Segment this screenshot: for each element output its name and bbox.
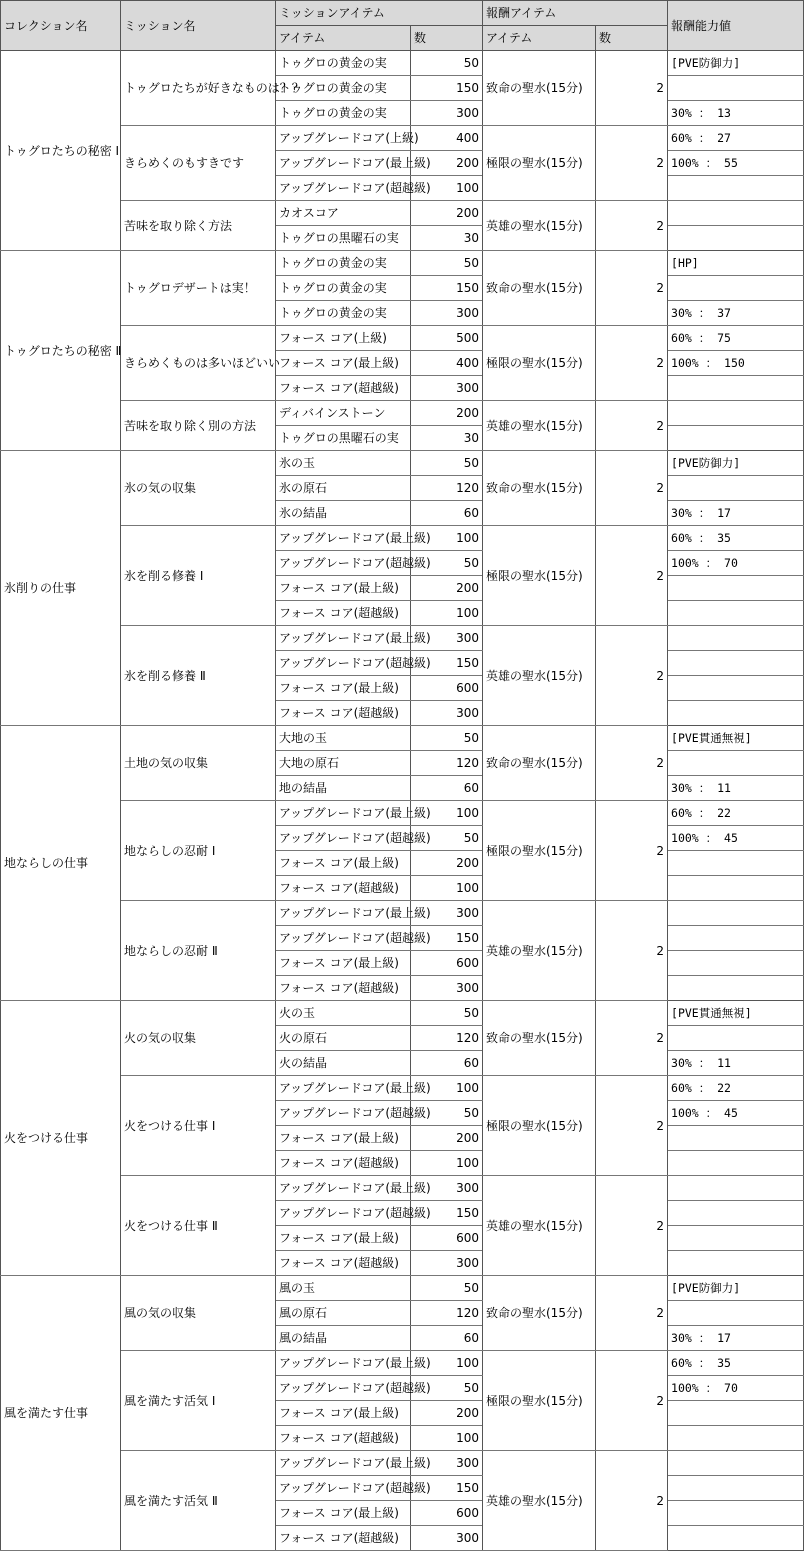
table-row — [1, 1351, 804, 1376]
table-row — [1, 1451, 804, 1476]
header-mission-items: ミッションアイテム — [276, 1, 483, 26]
header-mission-name: ミッション名 — [121, 1, 276, 51]
reward-ability-line — [668, 851, 804, 876]
mission-item-name: アップグレードコア(超越級) — [276, 1201, 411, 1226]
reward-item-name: 致命の聖水(15分) — [483, 1276, 596, 1351]
reward-item-name: 英雄の聖水(15分) — [483, 901, 596, 1001]
mission-name: 氷を削る修養 Ⅰ — [121, 526, 276, 626]
reward-item-name: 致命の聖水(15分) — [483, 1001, 596, 1076]
reward-item-qty: 2 — [596, 1076, 668, 1176]
mission-item-qty: 50 — [411, 551, 483, 576]
mission-item-qty: 600 — [411, 951, 483, 976]
mission-item-qty: 50 — [411, 1001, 483, 1026]
table-row — [1, 126, 804, 151]
mission-item-name: アップグレードコア(超越級) — [276, 176, 411, 201]
mission-item-qty: 60 — [411, 1326, 483, 1351]
mission-item-qty: 300 — [411, 1251, 483, 1276]
collection-name: 地ならしの仕事 — [1, 726, 121, 1001]
mission-item-qty: 200 — [411, 151, 483, 176]
mission-item-name: 大地の玉 — [276, 726, 411, 751]
mission-item-qty: 100 — [411, 1151, 483, 1176]
mission-item-qty: 200 — [411, 201, 483, 226]
reward-ability-line — [668, 276, 804, 301]
mission-item-qty: 300 — [411, 701, 483, 726]
mission-item-name: アップグレードコア(超越級) — [276, 1101, 411, 1126]
reward-ability-line: 30% ： 11 — [668, 1051, 804, 1076]
reward-item-qty: 2 — [596, 801, 668, 901]
mission-name: 氷を削る修養 Ⅱ — [121, 626, 276, 726]
reward-ability-line: [PVE貫通無視] — [668, 726, 804, 751]
reward-ability-line — [668, 976, 804, 1001]
reward-item-name: 極限の聖水(15分) — [483, 526, 596, 626]
mission-name: 風の気の収集 — [121, 1276, 276, 1351]
table-row — [1, 451, 804, 476]
mission-item-name: 氷の原石 — [276, 476, 411, 501]
mission-item-name: 風の原石 — [276, 1301, 411, 1326]
mission-item-qty: 150 — [411, 276, 483, 301]
mission-item-qty: 150 — [411, 1201, 483, 1226]
mission-item-qty: 300 — [411, 376, 483, 401]
reward-ability-line — [668, 1126, 804, 1151]
reward-item-name: 極限の聖水(15分) — [483, 801, 596, 901]
reward-item-name: 英雄の聖水(15分) — [483, 626, 596, 726]
reward-item-qty: 2 — [596, 1451, 668, 1551]
reward-ability-line — [668, 176, 804, 201]
mission-item-name: アップグレードコア(最上級) — [276, 626, 411, 651]
reward-ability-line — [668, 1201, 804, 1226]
reward-ability-line: [PVE防御力] — [668, 451, 804, 476]
reward-item-name: 致命の聖水(15分) — [483, 251, 596, 326]
mission-name: 風を満たす活気 Ⅰ — [121, 1351, 276, 1451]
reward-ability-line — [668, 226, 804, 251]
mission-name: トゥグロデザートは実！ — [121, 251, 276, 326]
mission-item-qty: 500 — [411, 326, 483, 351]
mission-item-name: フォース コア(超越級) — [276, 1251, 411, 1276]
reward-item-name: 英雄の聖水(15分) — [483, 1176, 596, 1276]
mission-item-qty: 400 — [411, 126, 483, 151]
mission-name: 土地の気の収集 — [121, 726, 276, 801]
reward-item-name: 英雄の聖水(15分) — [483, 1451, 596, 1551]
mission-item-qty: 300 — [411, 1526, 483, 1551]
reward-ability-line: 60% ： 22 — [668, 1076, 804, 1101]
mission-item-name: アップグレードコア(最上級) — [276, 901, 411, 926]
reward-ability-line — [668, 576, 804, 601]
mission-item-name: アップグレードコア(最上級) — [276, 801, 411, 826]
mission-item-name: フォース コア(超越級) — [276, 376, 411, 401]
mission-item-name: 火の結晶 — [276, 1051, 411, 1076]
mission-item-name: アップグレードコア(最上級) — [276, 1076, 411, 1101]
reward-ability-line: 30% ： 17 — [668, 501, 804, 526]
mission-name: きらめくのもすきです — [121, 126, 276, 201]
mission-item-qty: 150 — [411, 1476, 483, 1501]
mission-item-name: アップグレードコア(最上級) — [276, 1451, 411, 1476]
mission-item-name: フォース コア(超越級) — [276, 701, 411, 726]
mission-item-name: 風の玉 — [276, 1276, 411, 1301]
reward-ability-line: 100% ： 45 — [668, 826, 804, 851]
reward-ability-line: [PVE防御力] — [668, 1276, 804, 1301]
header-row-1 — [1, 1, 804, 26]
reward-item-name: 致命の聖水(15分) — [483, 51, 596, 126]
mission-item-qty: 300 — [411, 1451, 483, 1476]
header-reward-items: 報酬アイテム — [483, 1, 668, 26]
reward-ability-line — [668, 1151, 804, 1176]
mission-item-qty: 120 — [411, 1026, 483, 1051]
mission-item-qty: 150 — [411, 926, 483, 951]
mission-item-qty: 30 — [411, 226, 483, 251]
mission-item-name: フォース コア(最上級) — [276, 576, 411, 601]
reward-item-qty: 2 — [596, 201, 668, 251]
mission-item-name: フォース コア(最上級) — [276, 1501, 411, 1526]
mission-item-name: トゥグロの黄金の実 — [276, 276, 411, 301]
reward-ability-line — [668, 701, 804, 726]
mission-item-name: トゥグロの黒曜石の実 — [276, 426, 411, 451]
reward-ability-line — [668, 1176, 804, 1201]
mission-item-name: カオスコア — [276, 201, 411, 226]
mission-item-qty: 300 — [411, 1176, 483, 1201]
reward-ability-line — [668, 1501, 804, 1526]
mission-item-qty: 100 — [411, 1351, 483, 1376]
reward-ability-line: 30% ： 13 — [668, 101, 804, 126]
mission-name: 苦味を取り除く別の方法 — [121, 401, 276, 451]
table-row — [1, 1076, 804, 1101]
mission-item-name: フォース コア(最上級) — [276, 951, 411, 976]
mission-item-qty: 150 — [411, 651, 483, 676]
table-row — [1, 801, 804, 826]
reward-item-qty: 2 — [596, 401, 668, 451]
reward-ability-line — [668, 1426, 804, 1451]
mission-item-name: トゥグロの黒曜石の実 — [276, 226, 411, 251]
reward-ability-line — [668, 401, 804, 426]
mission-item-name: 氷の結晶 — [276, 501, 411, 526]
reward-item-name: 極限の聖水(15分) — [483, 326, 596, 401]
mission-item-qty: 400 — [411, 351, 483, 376]
mission-name: 地ならしの忍耐 Ⅰ — [121, 801, 276, 901]
mission-item-qty: 50 — [411, 451, 483, 476]
reward-item-qty: 2 — [596, 126, 668, 201]
mission-item-qty: 100 — [411, 876, 483, 901]
table-row — [1, 251, 804, 276]
mission-name: 氷の気の収集 — [121, 451, 276, 526]
mission-item-qty: 120 — [411, 476, 483, 501]
mission-item-name: アップグレードコア(最上級) — [276, 1351, 411, 1376]
mission-item-name: 大地の原石 — [276, 751, 411, 776]
reward-ability-line: 100% ： 55 — [668, 151, 804, 176]
mission-item-qty: 100 — [411, 801, 483, 826]
mission-item-qty: 200 — [411, 1126, 483, 1151]
mission-item-qty: 200 — [411, 851, 483, 876]
reward-item-qty: 2 — [596, 626, 668, 726]
reward-ability-line — [668, 1251, 804, 1276]
mission-item-name: トゥグロの黄金の実 — [276, 301, 411, 326]
table-body — [1, 51, 804, 1551]
reward-ability-line — [668, 1401, 804, 1426]
mission-item-name: アップグレードコア(最上級) — [276, 151, 411, 176]
reward-item-qty: 2 — [596, 526, 668, 626]
mission-item-qty: 60 — [411, 501, 483, 526]
reward-ability-line: [HP] — [668, 251, 804, 276]
reward-item-qty: 2 — [596, 1351, 668, 1451]
mission-name: 地ならしの忍耐 Ⅱ — [121, 901, 276, 1001]
collection-name: トゥグロたちの秘密 Ⅱ — [1, 251, 121, 451]
mission-item-name: 火の玉 — [276, 1001, 411, 1026]
mission-item-qty: 200 — [411, 576, 483, 601]
mission-item-name: アップグレードコア(最上級) — [276, 526, 411, 551]
mission-item-qty: 50 — [411, 726, 483, 751]
mission-item-qty: 30 — [411, 426, 483, 451]
header-reward-qty: 数 — [596, 26, 668, 51]
mission-item-name: フォース コア(上級) — [276, 326, 411, 351]
reward-item-name: 極限の聖水(15分) — [483, 1076, 596, 1176]
reward-ability-line — [668, 376, 804, 401]
reward-ability-line — [668, 751, 804, 776]
reward-ability-line: 30% ： 37 — [668, 301, 804, 326]
mission-item-name: フォース コア(最上級) — [276, 1401, 411, 1426]
mission-item-name: アップグレードコア(最上級) — [276, 1176, 411, 1201]
mission-name: 苦味を取り除く方法 — [121, 201, 276, 251]
reward-item-qty: 2 — [596, 726, 668, 801]
mission-item-name: アップグレードコア(超越級) — [276, 651, 411, 676]
mission-item-qty: 100 — [411, 1426, 483, 1451]
reward-item-name: 致命の聖水(15分) — [483, 726, 596, 801]
mission-item-name: フォース コア(最上級) — [276, 351, 411, 376]
mission-item-name: トゥグロの黄金の実 — [276, 251, 411, 276]
table-row — [1, 626, 804, 651]
table-row — [1, 1176, 804, 1201]
mission-item-name: ディバインストーン — [276, 401, 411, 426]
header-collection-name: コレクション名 — [1, 1, 121, 51]
header-reward-ability: 報酬能力値 — [668, 1, 804, 51]
collection-name: 氷削りの仕事 — [1, 451, 121, 726]
reward-ability-line — [668, 626, 804, 651]
reward-ability-line: 60% ： 27 — [668, 126, 804, 151]
mission-item-qty: 600 — [411, 1226, 483, 1251]
table-row — [1, 901, 804, 926]
mission-item-name: フォース コア(超越級) — [276, 601, 411, 626]
reward-ability-line: 30% ： 11 — [668, 776, 804, 801]
reward-item-qty: 2 — [596, 901, 668, 1001]
mission-item-qty: 50 — [411, 1376, 483, 1401]
reward-ability-line: 60% ： 22 — [668, 801, 804, 826]
reward-ability-line: 30% ： 17 — [668, 1326, 804, 1351]
table-row — [1, 201, 804, 226]
reward-item-name: 英雄の聖水(15分) — [483, 201, 596, 251]
reward-ability-line: 100% ： 70 — [668, 1376, 804, 1401]
reward-ability-line — [668, 876, 804, 901]
mission-item-name: アップグレードコア(超越級) — [276, 1376, 411, 1401]
mission-item-qty: 300 — [411, 626, 483, 651]
reward-ability-line — [668, 476, 804, 501]
reward-item-qty: 2 — [596, 326, 668, 401]
mission-name: トゥグロたちが好きなものは？？ — [121, 51, 276, 126]
table-row — [1, 726, 804, 751]
mission-item-name: フォース コア(超越級) — [276, 876, 411, 901]
mission-item-name: 風の結晶 — [276, 1326, 411, 1351]
mission-item-qty: 120 — [411, 751, 483, 776]
mission-item-name: アップグレードコア(超越級) — [276, 826, 411, 851]
mission-name: 風を満たす活気 Ⅱ — [121, 1451, 276, 1551]
mission-item-qty: 200 — [411, 1401, 483, 1426]
mission-item-qty: 120 — [411, 1301, 483, 1326]
reward-ability-line — [668, 951, 804, 976]
mission-item-qty: 50 — [411, 1276, 483, 1301]
mission-item-name: トゥグロの黄金の実 — [276, 51, 411, 76]
reward-item-name: 英雄の聖水(15分) — [483, 401, 596, 451]
mission-item-name: トゥグロの黄金の実 — [276, 76, 411, 101]
reward-ability-line — [668, 1451, 804, 1476]
reward-ability-line: 100% ： 45 — [668, 1101, 804, 1126]
mission-item-qty: 100 — [411, 526, 483, 551]
mission-item-qty: 50 — [411, 826, 483, 851]
reward-ability-line — [668, 426, 804, 451]
mission-item-name: 氷の玉 — [276, 451, 411, 476]
reward-item-qty: 2 — [596, 251, 668, 326]
table-row — [1, 1276, 804, 1301]
mission-item-qty: 100 — [411, 601, 483, 626]
collection-name: トゥグロたちの秘密 Ⅰ — [1, 51, 121, 251]
reward-ability-line: [PVE防御力] — [668, 51, 804, 76]
mission-item-name: アップグレードコア(超越級) — [276, 1476, 411, 1501]
reward-ability-line — [668, 1301, 804, 1326]
mission-item-qty: 60 — [411, 776, 483, 801]
mission-item-qty: 200 — [411, 401, 483, 426]
header-mission-qty: 数 — [411, 26, 483, 51]
mission-item-qty: 150 — [411, 76, 483, 101]
mission-item-qty: 50 — [411, 251, 483, 276]
mission-item-name: 火の原石 — [276, 1026, 411, 1051]
mission-item-name: フォース コア(超越級) — [276, 1426, 411, 1451]
reward-item-qty: 2 — [596, 1001, 668, 1076]
reward-item-qty: 2 — [596, 451, 668, 526]
reward-ability-line: 100% ： 70 — [668, 551, 804, 576]
reward-item-qty: 2 — [596, 51, 668, 126]
reward-ability-line — [668, 76, 804, 101]
table-row — [1, 1001, 804, 1026]
mission-item-qty: 60 — [411, 1051, 483, 1076]
reward-item-name: 極限の聖水(15分) — [483, 126, 596, 201]
mission-item-name: フォース コア(最上級) — [276, 1126, 411, 1151]
mission-item-name: 地の結晶 — [276, 776, 411, 801]
mission-item-name: フォース コア(超越級) — [276, 1151, 411, 1176]
mission-item-qty: 100 — [411, 176, 483, 201]
mission-item-name: フォース コア(超越級) — [276, 976, 411, 1001]
collection-name: 風を満たす仕事 — [1, 1276, 121, 1551]
table-row — [1, 51, 804, 76]
reward-item-name: 致命の聖水(15分) — [483, 451, 596, 526]
mission-item-qty: 300 — [411, 101, 483, 126]
mission-item-name: アップグレードコア(超越級) — [276, 551, 411, 576]
mission-item-qty: 50 — [411, 51, 483, 76]
mission-item-name: フォース コア(最上級) — [276, 676, 411, 701]
mission-item-qty: 300 — [411, 901, 483, 926]
table-row — [1, 526, 804, 551]
header-mission-item: アイテム — [276, 26, 411, 51]
reward-ability-line — [668, 926, 804, 951]
reward-ability-line: 100% ： 150 — [668, 351, 804, 376]
mission-name: きらめくものは多いほどいい — [121, 326, 276, 401]
mission-item-qty: 600 — [411, 1501, 483, 1526]
mission-name: 火をつける仕事 Ⅱ — [121, 1176, 276, 1276]
mission-name: 火をつける仕事 Ⅰ — [121, 1076, 276, 1176]
reward-ability-line — [668, 651, 804, 676]
mission-item-qty: 300 — [411, 976, 483, 1001]
mission-name: 火の気の収集 — [121, 1001, 276, 1076]
reward-ability-line: [PVE貫通無視] — [668, 1001, 804, 1026]
reward-ability-line — [668, 1476, 804, 1501]
reward-ability-line — [668, 676, 804, 701]
mission-item-qty: 50 — [411, 1101, 483, 1126]
reward-item-name: 極限の聖水(15分) — [483, 1351, 596, 1451]
mission-item-qty: 100 — [411, 1076, 483, 1101]
reward-ability-line — [668, 601, 804, 626]
mission-item-name: トゥグロの黄金の実 — [276, 101, 411, 126]
mission-item-name: アップグレードコア(上級) — [276, 126, 411, 151]
reward-ability-line — [668, 1526, 804, 1551]
mission-item-qty: 600 — [411, 676, 483, 701]
mission-item-name: アップグレードコア(超越級) — [276, 926, 411, 951]
header-reward-item: アイテム — [483, 26, 596, 51]
mission-item-name: フォース コア(超越級) — [276, 1526, 411, 1551]
reward-item-qty: 2 — [596, 1276, 668, 1351]
reward-ability-line — [668, 1026, 804, 1051]
reward-ability-line: 60% ： 75 — [668, 326, 804, 351]
reward-item-qty: 2 — [596, 1176, 668, 1276]
reward-ability-line: 60% ： 35 — [668, 526, 804, 551]
mission-item-name: フォース コア(最上級) — [276, 851, 411, 876]
reward-ability-line: 60% ： 35 — [668, 1351, 804, 1376]
mission-item-name: フォース コア(最上級) — [276, 1226, 411, 1251]
reward-ability-line — [668, 901, 804, 926]
table-row — [1, 401, 804, 426]
reward-ability-line — [668, 1226, 804, 1251]
collection-name: 火をつける仕事 — [1, 1001, 121, 1276]
reward-ability-line — [668, 201, 804, 226]
mission-item-qty: 300 — [411, 301, 483, 326]
